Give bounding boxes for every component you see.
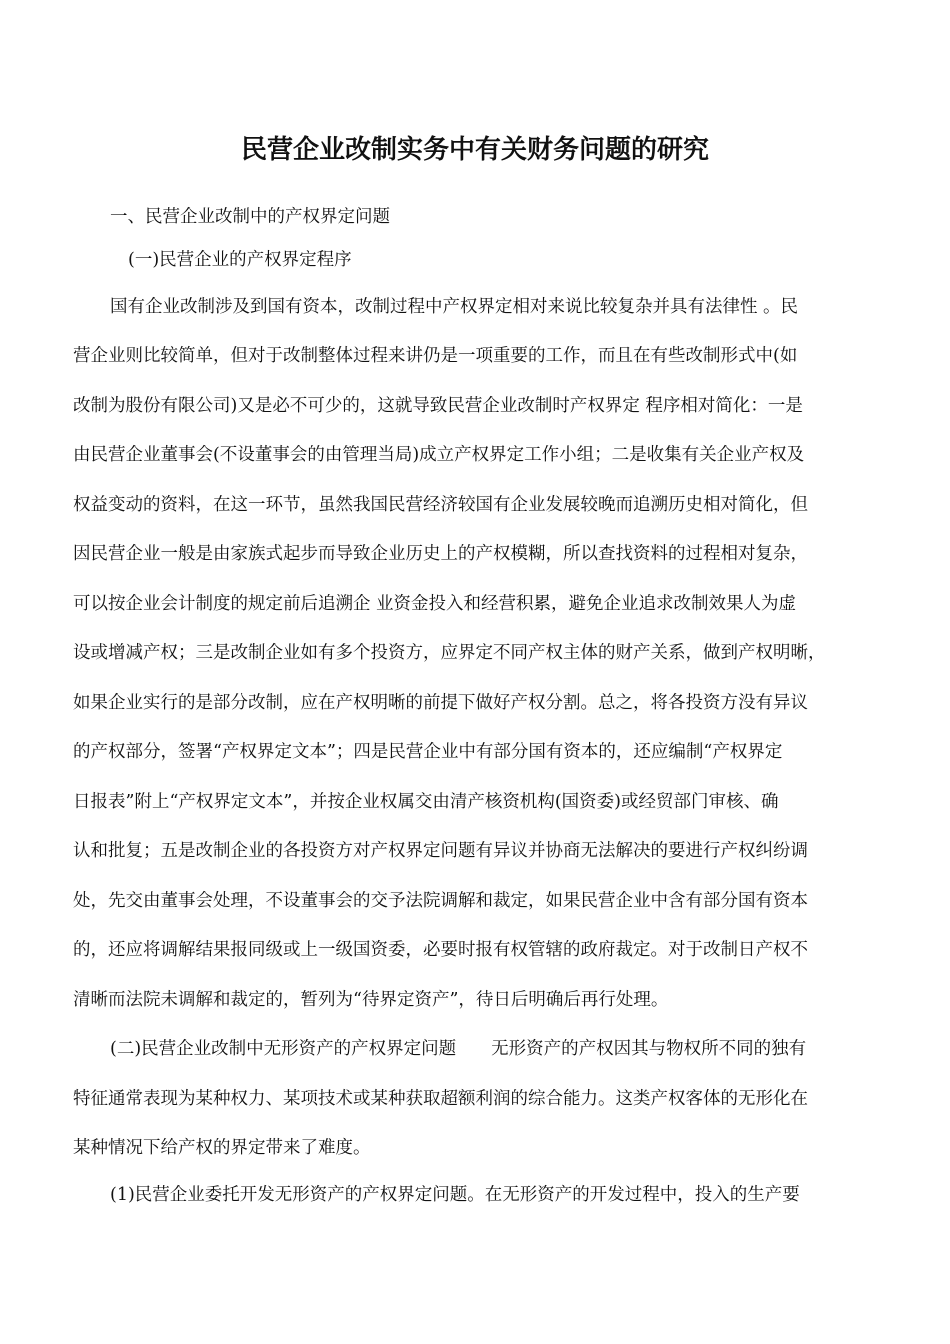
paragraph-line: 的产权部分，签署“产权界定文本”；四是民营企业中有部分国有资本的，还应编制“产权界定 — [73, 742, 783, 762]
subsection-heading-1: (一)民营企业的产权界定程序 — [128, 250, 352, 270]
paragraph-line: 特征通常表现为某种权力、某项技术或某种获取超额利润的综合能力。这类产权客体的无形化在 — [73, 1089, 808, 1109]
paragraph-line: 由民营企业董事会(不设董事会的由管理当局)成立产权界定工作小组；二是收集有关企业产权及 — [73, 445, 805, 465]
paragraph-line: 因民营企业一般是由家族式起步而导致企业历史上的产权模糊，所以查找资料的过程相对复杂， — [73, 544, 808, 564]
section-heading-1: 一、民营企业改制中的产权界定问题 — [110, 207, 390, 227]
paragraph-line: 如果企业实行的是部分改制，应在产权明晰的前提下做好产权分割。总之，将各投资方没有异议 — [73, 693, 808, 713]
paragraph-line: 营企业则比较简单，但对于改制整体过程来讲仍是一项重要的工作，而且在有些改制形式中(如 — [73, 346, 798, 366]
paragraph-line: 改制为股份有限公司)又是必不可少的，这就导致民营企业改制时产权界定 程序相对简化：一是 — [73, 396, 803, 416]
document-title: 民营企业改制实务中有关财务问题的研究 — [240, 135, 709, 165]
paragraph-line: 权益变动的资料，在这一环节，虽然我国民营经济较国有企业发展较晚而追溯历史相对简化，但 — [73, 495, 808, 515]
paragraph-line: 认和批复；五是改制企业的各投资方对产权界定问题有异议并协商无法解决的要进行产权纠纷调 — [73, 841, 808, 861]
paragraph-line: 设或增减产权；三是改制企业如有多个投资方，应界定不同产权主体的财产关系，做到产权明晰， — [73, 643, 826, 663]
paragraph-line: (1)民营企业委托开发无形资产的产权界定问题。在无形资产的开发过程中，投入的生产要 — [110, 1185, 800, 1205]
paragraph-line: 清晰而法院未调解和裁定的，暂列为“待界定资产”，待日后明确后再行处理。 — [73, 990, 669, 1010]
paragraph-line: 处，先交由董事会处理，不设董事会的交予法院调解和裁定，如果民营企业中含有部分国有资本 — [73, 891, 808, 911]
paragraph-line: 国有企业改制涉及到国有资本，改制过程中产权界定相对来说比较复杂并具有法律性 。民 — [110, 297, 799, 317]
paragraph-line: 的，还应将调解结果报同级或上一级国资委，必要时报有权管辖的政府裁定。对于改制日产权不 — [73, 940, 808, 960]
paragraph-line: 可以按企业会计制度的规定前后追溯企 业资金投入和经营积累，避免企业追求改制效果人为虚 — [73, 594, 797, 614]
paragraph-line: 日报表”附上“产权界定文本”，并按企业权属交由清产核资机构(国资委)或经贸部门审核、确 — [73, 792, 779, 812]
paragraph-line: 某种情况下给产权的界定带来了难度。 — [73, 1138, 371, 1158]
paragraph-line: (二)民营企业改制中无形资产的产权界定问题 无形资产的产权因其与物权所不同的独有 — [110, 1039, 807, 1059]
